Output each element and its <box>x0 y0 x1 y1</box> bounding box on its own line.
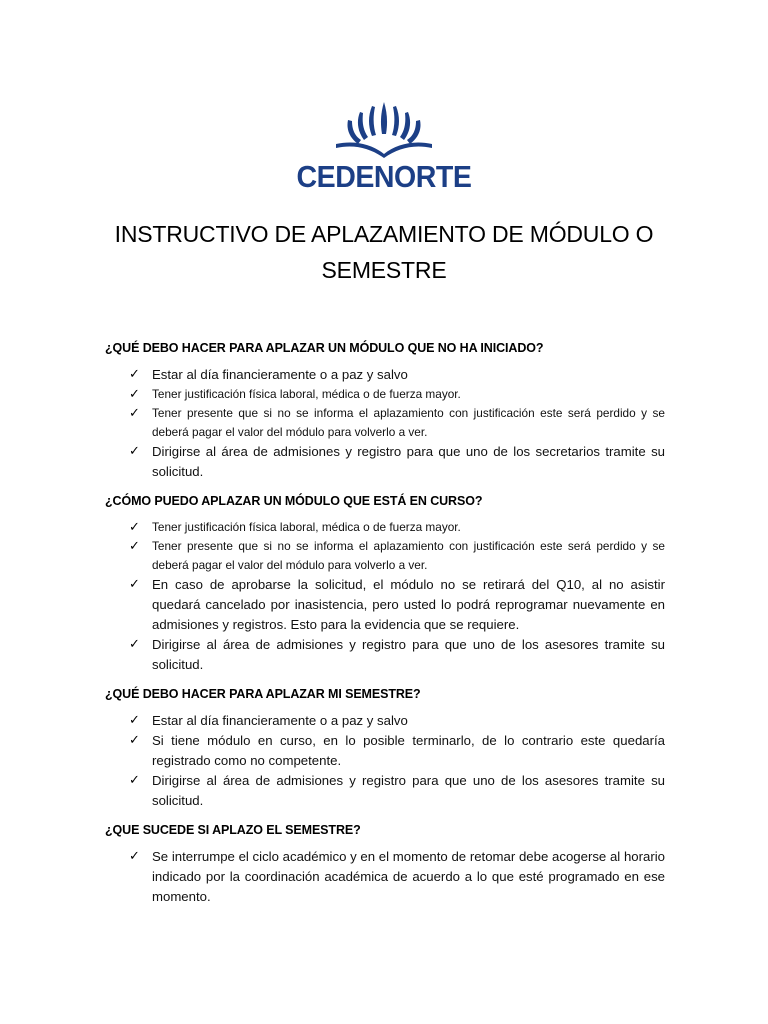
checklist-item-text: Estar al día financieramente o a paz y salvo <box>152 367 408 382</box>
checklist-item <box>105 847 665 907</box>
section <box>105 686 665 811</box>
checkmark-icon: ✓ <box>129 406 140 421</box>
checklist <box>105 518 665 675</box>
checklist-item <box>105 575 665 635</box>
checkmark-icon: ✓ <box>129 387 140 402</box>
checkmark-icon: ✓ <box>129 773 140 788</box>
checklist <box>105 711 665 811</box>
checkmark-icon: ✓ <box>129 713 140 728</box>
section <box>105 340 665 482</box>
checklist-item <box>105 365 665 385</box>
checklist <box>105 365 665 482</box>
checklist-item-text: En caso de aprobarse la solicitud, el módulo no se retirará del Q10, al no asistir quedará cancelado por inasistencia, pero usted lo podrá reprogramar nuevamente en admisiones y registros. Esto para la evidencia que se requiere. <box>152 577 665 632</box>
checklist-item <box>105 385 665 404</box>
section-question: ¿QUÉ DEBO HACER PARA APLAZAR MI SEMESTRE? <box>105 687 421 701</box>
checklist-item-text: Tener justificación física laboral, médica o de fuerza mayor. <box>152 520 461 534</box>
book-flame-logo-icon <box>328 100 440 160</box>
checklist-item <box>105 711 665 731</box>
checklist-item-text: Dirigirse al área de admisiones y registro para que uno de los asesores tramite su solicitud. <box>152 773 665 808</box>
section-question: ¿QUÉ DEBO HACER PARA APLAZAR UN MÓDULO QUE NO HA INICIADO? <box>105 341 544 355</box>
checklist <box>105 847 665 907</box>
checkmark-icon: ✓ <box>129 637 140 652</box>
cedenorte-logo <box>0 100 768 192</box>
checkmark-icon: ✓ <box>129 367 140 382</box>
checklist-item-text: Se interrumpe el ciclo académico y en el momento de retomar debe acogerse al horario indicado por la coordinación académica de acuerdo a lo que esté programado en ese momento. <box>152 849 665 904</box>
checklist-item-text: Dirigirse al área de admisiones y registro para que uno de los asesores tramite su solicitud. <box>152 637 665 672</box>
checklist-item-text: Tener presente que si no se informa el aplazamiento con justificación este será perdido y se deberá pagar el valor del módulo para volverlo a ver. <box>152 539 665 572</box>
checkmark-icon: ✓ <box>129 539 140 554</box>
checkmark-icon: ✓ <box>129 577 140 592</box>
checklist-item <box>105 771 665 811</box>
checklist-item-text: Tener justificación física laboral, médica o de fuerza mayor. <box>152 387 461 401</box>
checklist-item <box>105 537 665 575</box>
checklist-item-text: Estar al día financieramente o a paz y salvo <box>152 713 408 728</box>
checklist-item <box>105 442 665 482</box>
checklist-item <box>105 635 665 675</box>
section <box>105 822 665 907</box>
section-question: ¿CÓMO PUEDO APLAZAR UN MÓDULO QUE ESTÁ EN CURSO? <box>105 494 483 508</box>
document-body <box>105 340 665 918</box>
section <box>105 493 665 675</box>
checklist-item <box>105 518 665 537</box>
logo-wordmark: CEDENORTE <box>296 159 472 194</box>
checklist-item <box>105 731 665 771</box>
page-title: INSTRUCTIVO DE APLAZAMIENTO DE MÓDULO O SEMESTRE <box>114 221 654 283</box>
checklist-item <box>105 404 665 442</box>
checklist-item-text: Si tiene módulo en curso, en lo posible terminarlo, de lo contrario este quedaría registrado como no competente. <box>152 733 665 768</box>
checkmark-icon: ✓ <box>129 520 140 535</box>
checkmark-icon: ✓ <box>129 849 140 864</box>
checkmark-icon: ✓ <box>129 444 140 459</box>
section-question: ¿QUE SUCEDE SI APLAZO EL SEMESTRE? <box>105 823 361 837</box>
checkmark-icon: ✓ <box>129 733 140 748</box>
checklist-item-text: Dirigirse al área de admisiones y registro para que uno de los secretarios tramite su solicitud. <box>152 444 665 479</box>
checklist-item-text: Tener presente que si no se informa el aplazamiento con justificación este será perdido y se deberá pagar el valor del módulo para volverlo a ver. <box>152 406 665 439</box>
